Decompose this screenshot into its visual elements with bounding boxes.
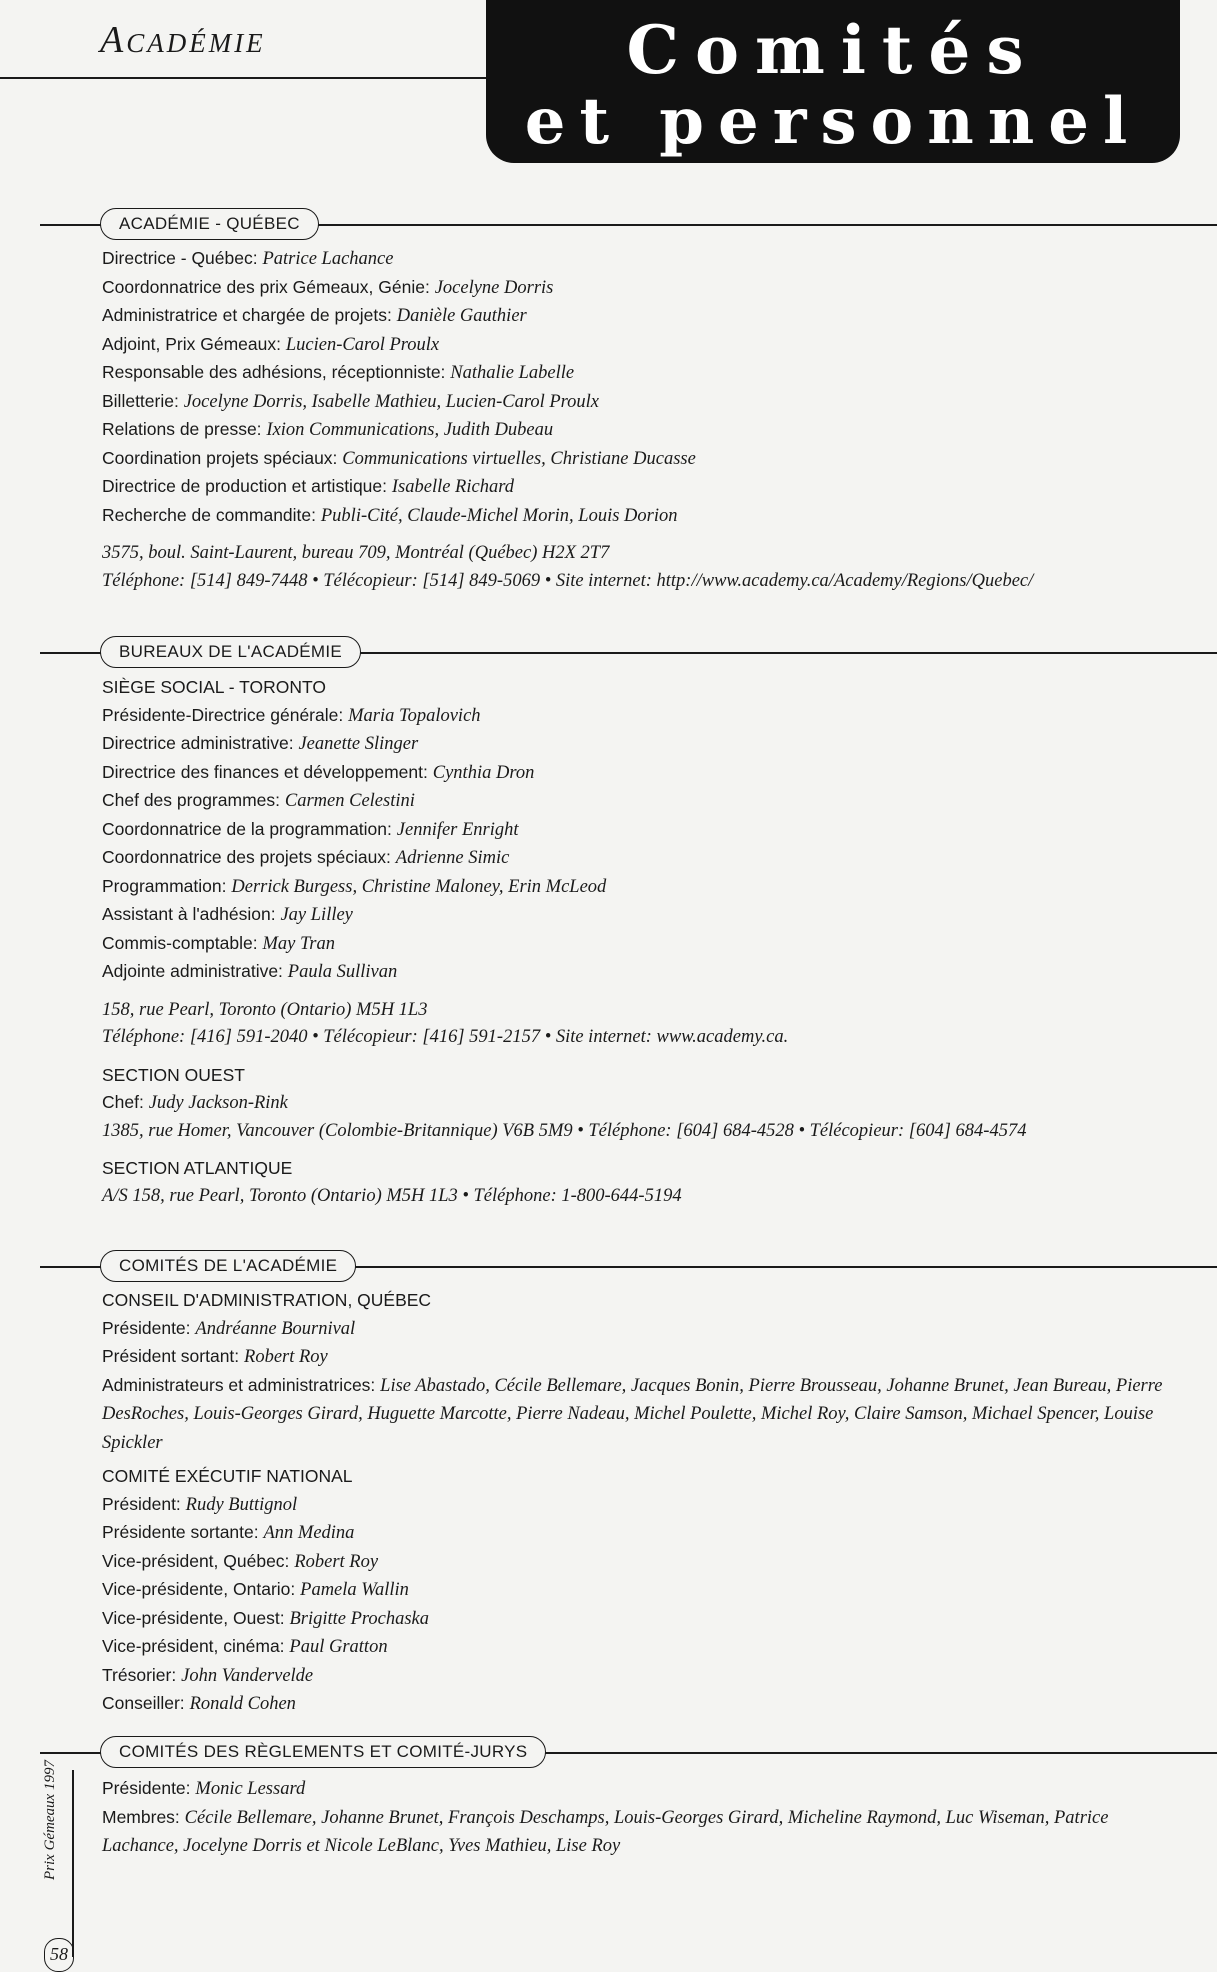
row-value: Jocelyne Dorris <box>434 277 554 298</box>
bureaux-rows <box>102 702 1182 987</box>
row-value: Cynthia Dron <box>432 762 535 783</box>
row-label: Vice-président, cinéma: <box>102 1636 285 1656</box>
list-row <box>102 1605 1182 1634</box>
row-label: Coordonnatrice de la programmation: <box>102 818 392 839</box>
row-value: Ronald Cohen <box>189 1694 296 1714</box>
atlantique-address: A/S 158, rue Pearl, Toronto (Ontario) M5H 1L3 • Téléphone: 1-800-644-5194 <box>102 1185 682 1206</box>
section-header-quebec <box>0 208 1217 242</box>
section-tab-comites: COMITÉS DE L'ACADÉMIE <box>100 1250 356 1282</box>
section-tab-bureaux: BUREAUX DE L'ACADÉMIE <box>100 636 361 668</box>
reglements-membres-row <box>102 1804 1182 1861</box>
quebec-block <box>102 245 1182 595</box>
list-row <box>102 1690 1182 1719</box>
section-atlantique-title: SECTION ATLANTIQUE <box>102 1158 293 1178</box>
row-value: Maria Topalovich <box>348 705 481 726</box>
row-label: Responsable des adhésions, réceptionniste: <box>102 362 446 382</box>
executif-title: COMITÉ EXÉCUTIF NATIONAL <box>102 1466 353 1486</box>
row-label: Administratrice et chargée de projets: <box>102 305 392 325</box>
toronto-contact: Téléphone: [416] 591-2040 • Télécopieur: [416] 591-2157 • Site internet: www.academy.ca. <box>102 1027 789 1047</box>
conseil-rows <box>102 1315 1182 1372</box>
row-value: Pamela Wallin <box>300 1580 409 1600</box>
title-banner <box>486 0 1180 163</box>
list-row <box>102 1662 1182 1691</box>
row-label: Présidente sortante: <box>102 1522 259 1542</box>
row-value: Jennifer Enright <box>396 819 519 840</box>
row-value: Paul Gratton <box>289 1637 388 1657</box>
list-row <box>102 331 1182 360</box>
row-label: Relations de presse: <box>102 419 262 439</box>
row-label: Président sortant: <box>102 1346 240 1366</box>
section-header-reglements <box>0 1736 1217 1770</box>
list-row <box>102 1491 1182 1520</box>
row-value: Lucien-Carol Proulx <box>285 334 440 355</box>
row-label: Membres: <box>102 1806 180 1827</box>
list-row <box>102 930 1182 959</box>
row-label: Vice-présidente, Ouest: <box>102 1607 285 1628</box>
list-row <box>102 388 1182 417</box>
row-label: Président: <box>102 1493 181 1514</box>
list-row <box>102 702 1182 731</box>
list-row <box>102 816 1182 845</box>
list-row <box>102 445 1182 474</box>
row-label: Vice-président, Québec: <box>102 1550 290 1571</box>
list-row <box>102 1343 1182 1372</box>
row-value: May Tran <box>262 933 335 954</box>
list-row <box>102 1519 1182 1548</box>
quebec-contact: Téléphone: [514] 849-7448 • Télécopieur: [514] 849-5069 • Site internet: http://www.academy.ca/Academy/Regions/Quebec/ <box>102 570 1034 591</box>
list-row <box>102 245 1182 274</box>
list-row <box>102 844 1182 873</box>
administrateurs-row <box>102 1372 1182 1458</box>
list-row <box>102 1548 1182 1577</box>
row-label: Commis-comptable: <box>102 932 258 953</box>
list-row <box>102 359 1182 388</box>
row-label: Directrice de production et artistique: <box>102 476 387 496</box>
page-number: 58 <box>44 1938 74 1972</box>
side-rule <box>72 1770 74 1957</box>
section-tab-reglements: COMITÉS DES RÈGLEMENTS ET COMITÉ-JURYS <box>100 1736 546 1768</box>
header-rule <box>0 77 500 79</box>
list-row <box>102 1315 1182 1344</box>
row-value: Nathalie Labelle <box>450 363 575 383</box>
row-value: Patrice Lachance <box>262 249 394 269</box>
list-row <box>102 1633 1182 1662</box>
siege-social-title: SIÈGE SOCIAL - TORONTO <box>102 677 326 697</box>
row-label: Administrateurs et administratrices: <box>102 1374 376 1395</box>
row-value: Derrick Burgess, Christine Maloney, Erin McLeod <box>231 876 607 897</box>
row-value: Adrienne Simic <box>395 848 510 868</box>
list-row <box>102 1576 1182 1605</box>
side-publication-label: Prix Gémeaux 1997 <box>42 1760 58 1880</box>
row-value: Judy Jackson-Rink <box>148 1093 288 1113</box>
row-value: Andréanne Bournival <box>195 1318 356 1339</box>
row-value: Rudy Buttignol <box>185 1494 298 1515</box>
academie-label: Académie <box>100 19 266 61</box>
row-label: Conseiller: <box>102 1693 185 1713</box>
title-line-1: Comités <box>626 11 1040 89</box>
row-label: Présidente-Directrice générale: <box>102 704 344 725</box>
row-label: Coordonnatrice des projets spéciaux: <box>102 847 391 867</box>
list-row <box>102 302 1182 331</box>
row-value: Ixion Communications, Judith Dubeau <box>266 420 554 440</box>
row-label: Directrice des finances et développement: <box>102 761 428 782</box>
list-row <box>102 958 1182 987</box>
conseil-title: CONSEIL D'ADMINISTRATION, QUÉBEC <box>102 1290 432 1310</box>
row-value: Robert Roy <box>244 1347 328 1367</box>
list-row <box>102 873 1182 902</box>
row-value: Brigitte Prochaska <box>289 1608 430 1629</box>
row-label: Chef: <box>102 1092 144 1112</box>
list-row <box>102 759 1182 788</box>
row-label: Programmation: <box>102 875 227 896</box>
title-line-2: et personnel <box>524 84 1142 159</box>
section-header-bureaux <box>0 636 1217 670</box>
row-label: Chef des programmes: <box>102 790 280 810</box>
row-label: Directrice - Québec: <box>102 248 258 268</box>
row-value: Isabelle Richard <box>391 477 514 497</box>
executif-rows <box>102 1491 1182 1719</box>
bureaux-block <box>102 674 1182 1210</box>
row-value: Jeanette Slinger <box>298 734 419 754</box>
row-value: Robert Roy <box>294 1551 379 1572</box>
row-label: Adjointe administrative: <box>102 961 283 981</box>
row-label: Vice-présidente, Ontario: <box>102 1579 296 1599</box>
row-value: Danièle Gauthier <box>396 306 527 326</box>
comites-block <box>102 1287 1182 1719</box>
row-label: Trésorier: <box>102 1664 177 1685</box>
quebec-rows <box>102 245 1182 530</box>
list-row <box>102 502 1182 531</box>
reglements-block <box>102 1775 1182 1861</box>
section-header-comites <box>0 1250 1217 1284</box>
list-row <box>102 473 1182 502</box>
ouest-chef-row <box>102 1089 1182 1118</box>
toronto-address: 158, rue Pearl, Toronto (Ontario) M5H 1L3 <box>102 999 428 1020</box>
row-value: Carmen Celestini <box>284 791 415 811</box>
row-label: Assistant à l'adhésion: <box>102 904 276 924</box>
ouest-address: 1385, rue Homer, Vancouver (Colombie-Britannique) V6B 5M9 • Téléphone: [604] 684-4528 • Télécopieur: [604] 684-4574 <box>102 1120 1027 1141</box>
row-label: Présidente: <box>102 1778 191 1798</box>
row-label: Billetterie: <box>102 390 179 411</box>
row-value: Cécile Bellemare, Johanne Brunet, François Deschamps, Louis-Georges Girard, Micheline Raymond, Luc Wiseman, Patrice Lachance, Jocelyne Dorris et Nicole LeBlanc, Yves Mathieu, Lise Roy <box>102 1807 1109 1856</box>
row-value: Lise Abastado, Cécile Bellemare, Jacques Bonin, Pierre Brousseau, Johanne Brunet, Jean Bureau, Pierre DesRoches, Louis-Georges Girard, Huguette Marcotte, Pierre Nadeau, Michel Poulette, Michel Roy, Claire Samson, Michael Spencer, Louise Spickler <box>102 1375 1163 1453</box>
row-value: Communications virtuelles, Christiane Ducasse <box>342 448 696 469</box>
list-row <box>102 416 1182 445</box>
list-row <box>102 730 1182 759</box>
section-ouest-title: SECTION OUEST <box>102 1064 245 1085</box>
row-value: Paula Sullivan <box>287 962 398 982</box>
row-value: Publi-Cité, Claude-Michel Morin, Louis Dorion <box>320 505 678 526</box>
row-value: John Vandervelde <box>181 1665 314 1686</box>
row-label: Coordonnatrice des prix Gémeaux, Génie: <box>102 276 430 297</box>
list-row <box>102 274 1182 303</box>
row-label: Directrice administrative: <box>102 733 294 753</box>
row-value: Ann Medina <box>263 1523 355 1543</box>
row-label: Présidente: <box>102 1317 191 1338</box>
row-value: Jocelyne Dorris, Isabelle Mathieu, Lucien-Carol Proulx <box>183 391 600 412</box>
row-label: Adjoint, Prix Gémeaux: <box>102 333 281 354</box>
row-value: Jay Lilley <box>280 905 353 925</box>
row-value: Monic Lessard <box>195 1779 306 1799</box>
row-label: Recherche de commandite: <box>102 504 316 525</box>
list-row <box>102 787 1182 816</box>
row-label: Coordination projets spéciaux: <box>102 447 338 468</box>
reglements-presidente-row <box>102 1775 1182 1804</box>
quebec-address: 3575, boul. Saint-Laurent, bureau 709, Montréal (Québec) H2X 2T7 <box>102 543 610 563</box>
section-tab-quebec: ACADÉMIE - QUÉBEC <box>100 208 319 240</box>
list-row <box>102 901 1182 930</box>
